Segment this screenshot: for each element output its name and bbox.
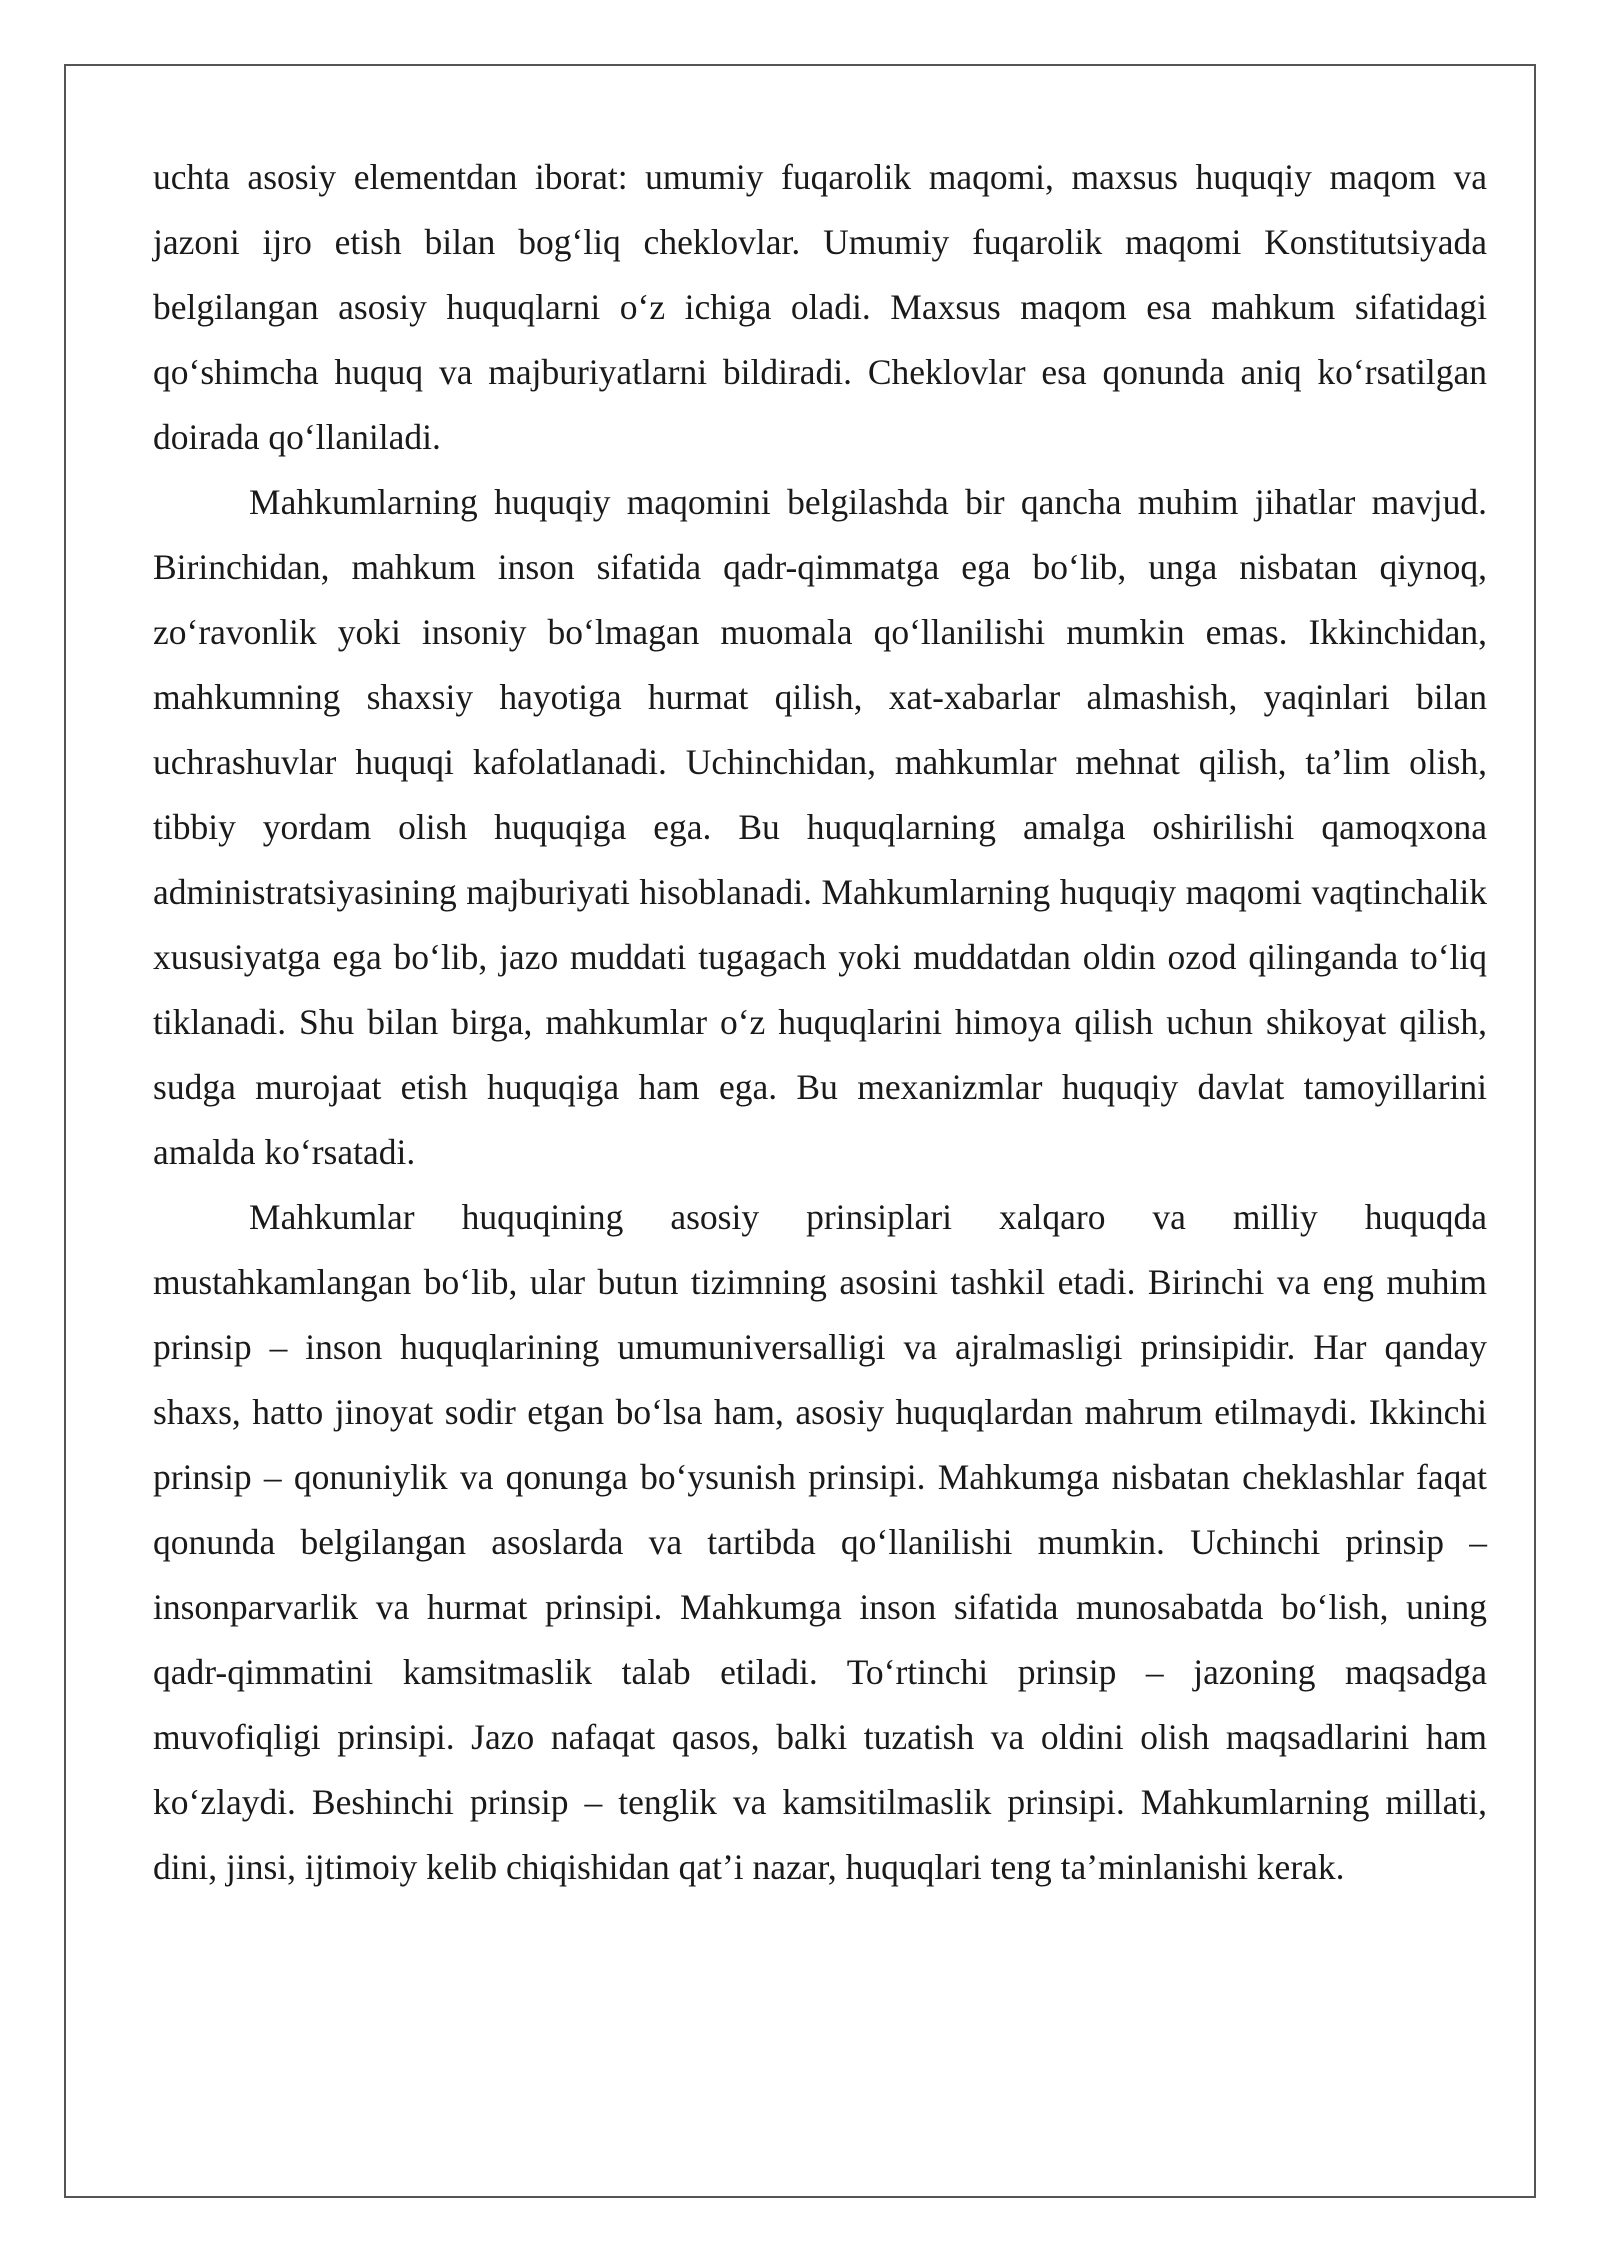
- document-body: [153, 145, 1487, 1900]
- paragraph-2: Mahkumlarning huquqiy maqomini belgilashda bir qancha muhim jihatlar mavjud. Birinchidan, mahkum inson sifatida qadr-qimmatga ega bo‘lib, unga nisbatan qiynoq, zo‘ravonlik yoki insoniy bo‘lmagan muomala qo‘llanilishi mumkin emas. Ikkinchidan, mahkumning shaxsiy hayotiga hurmat qilish, xat-xabarlar almashish, yaqinlari bilan uchrashuvlar huquqi kafolatlanadi. Uchinchidan, mahkumlar mehnat qilish, ta’lim olish, tibbiy yordam olish huquqiga ega. Bu huquqlarning amalga oshirilishi qamoqxona administratsiyasining majburiyati hisoblanadi. Mahkumlarning huquqiy maqomi vaqtinchalik xususiyatga ega bo‘lib, jazo muddati tugagach yoki muddatdan oldin ozod qilinganda to‘liq tiklanadi. Shu bilan birga, mahkumlar o‘z huquqlarini himoya qilish uchun shikoyat qilish, sudga murojaat etish huquqiga ham ega. Bu mexanizmlar huquqiy davlat tamoyillarini amalda ko‘rsatadi.: [153, 482, 1487, 1172]
- paragraph-3: Mahkumlar huquqining asosiy prinsiplari xalqaro va milliy huquqda mustahkamlangan bo‘lib, ular butun tizimning asosini tashkil etadi. Birinchi va eng muhim prinsip – inson huquqlarining umumuniversalligi va ajralmasligi prinsipidir. Har qanday shaxs, hatto jinoyat sodir etgan bo‘lsa ham, asosiy huquqlardan mahrum etilmaydi. Ikkinchi prinsip – qonuniylik va qonunga bo‘ysunish prinsipi. Mahkumga nisbatan cheklashlar faqat qonunda belgilangan asoslarda va tartibda qo‘llanilishi mumkin. Uchinchi prinsip – insonparvarlik va hurmat prinsipi. Mahkumga inson sifatida munosabatda bo‘lish, uning qadr-qimmatini kamsitmaslik talab etiladi. To‘rtinchi prinsip – jazoning maqsadga muvofiqligi prinsipi. Jazo nafaqat qasos, balki tuzatish va oldini olish maqsadlarini ham ko‘zlaydi. Beshinchi prinsip – tenglik va kamsitilmaslik prinsipi. Mahkumlarning millati, dini, jinsi, ijtimoiy kelib chiqishidan qat’i nazar, huquqlari teng ta’minlanishi kerak.: [153, 1197, 1487, 1887]
- paragraph-1: uchta asosiy elementdan iborat: umumiy fuqarolik maqomi, maxsus huquqiy maqom va jazoni ijro etish bilan bog‘liq cheklovlar. Umumiy fuqarolik maqomi Konstitutsiyada belgilangan asosiy huquqlarni o‘z ichiga oladi. Maxsus maqom esa mahkum sifatidagi qo‘shimcha huquq va majburiyatlarni bildiradi. Cheklovlar esa qonunda aniq ko‘rsatilgan doirada qo‘llaniladi.: [153, 157, 1487, 457]
